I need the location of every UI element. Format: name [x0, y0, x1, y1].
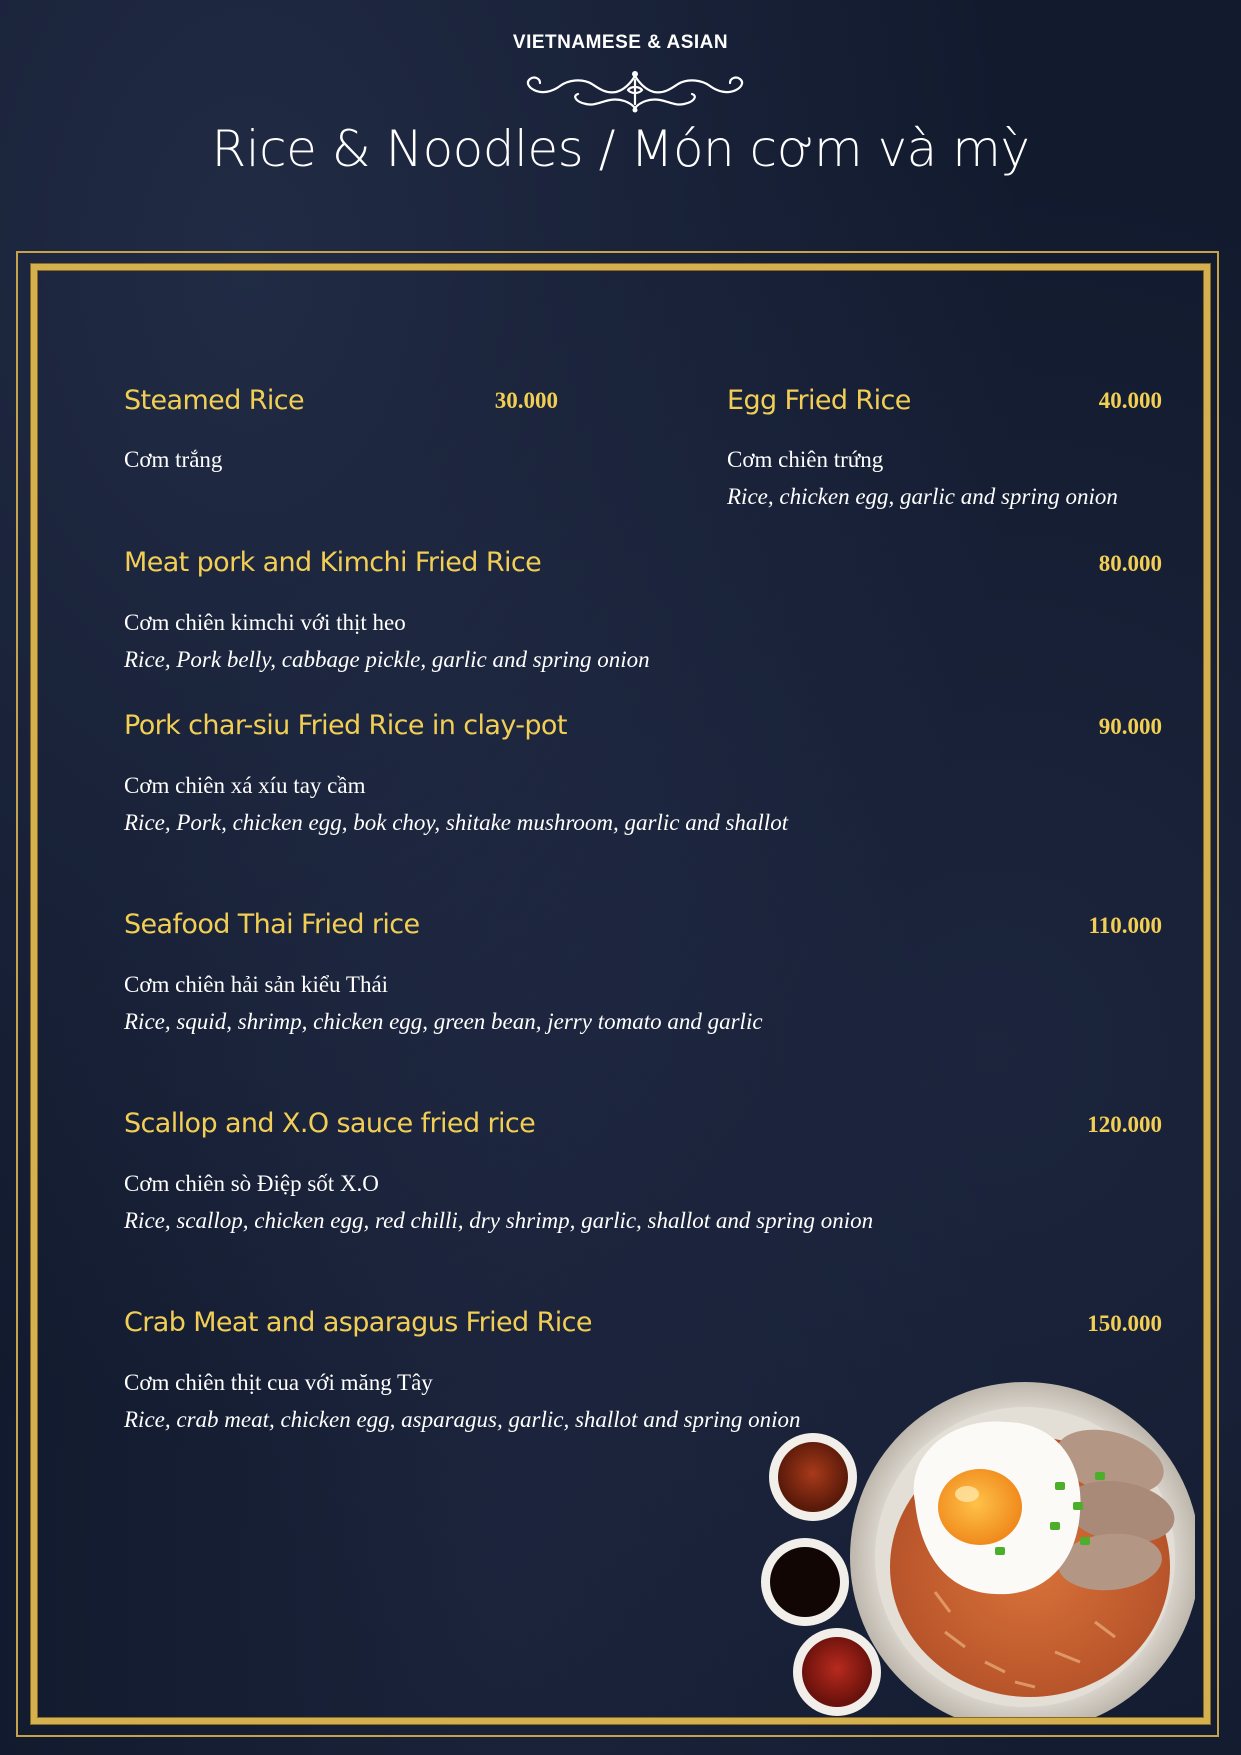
item-vietnamese-name: Cơm trắng	[124, 447, 223, 472]
item-name: Meat pork and Kimchi Fried Rice	[124, 547, 542, 578]
item-description: Rice, Pork belly, cabbage pickle, garlic and spring onion	[124, 647, 650, 672]
item-description: Rice, chicken egg, garlic and spring onion	[727, 484, 1118, 509]
item-price: 120.000	[1087, 1112, 1162, 1137]
item-description: Rice, crab meat, chicken egg, asparagus, garlic, shallot and spring onion	[124, 1407, 801, 1432]
page-title: Rice & Noodles / Món cơm và mỳ	[211, 120, 1030, 178]
item-price: 80.000	[1098, 551, 1162, 576]
item-price: 90.000	[1098, 714, 1162, 739]
item-vietnamese-name: Cơm chiên hải sản kiểu Thái	[124, 972, 389, 997]
item-name: Crab Meat and asparagus Fried Rice	[124, 1307, 592, 1338]
item-price: 110.000	[1088, 913, 1162, 938]
menu-category: VIETNAMESE & ASIAN	[512, 32, 729, 53]
fried-rice-photo	[755, 1372, 1195, 1717]
item-description: Rice, Pork, chicken egg, bok choy, shitake mushroom, garlic and shallot	[124, 810, 789, 835]
item-vietnamese-name: Cơm chiên thịt cua với măng Tây	[124, 1370, 433, 1395]
flourish-ornament	[520, 68, 750, 114]
item-description: Rice, squid, shrimp, chicken egg, green bean, jerry tomato and garlic	[124, 1009, 763, 1034]
item-vietnamese-name: Cơm chiên kimchi với thịt heo	[124, 610, 406, 635]
item-price: 40.000	[1098, 388, 1162, 413]
item-vietnamese-name: Cơm chiên xá xíu tay cầm	[124, 773, 366, 798]
item-name: Egg Fried Rice	[727, 385, 911, 416]
item-name: Steamed Rice	[124, 385, 305, 416]
item-name: Pork char-siu Fried Rice in clay-pot	[124, 710, 567, 741]
item-price: 150.000	[1087, 1311, 1162, 1336]
item-price: 30.000	[494, 388, 558, 413]
item-vietnamese-name: Cơm chiên sò Điệp sốt X.O	[124, 1171, 379, 1196]
item-vietnamese-name: Cơm chiên trứng	[727, 447, 884, 472]
item-description: Rice, scallop, chicken egg, red chilli, dry shrimp, garlic, shallot and spring onion	[124, 1208, 874, 1233]
item-name: Scallop and X.O sauce fried rice	[124, 1108, 536, 1139]
item-name: Seafood Thai Fried rice	[124, 909, 420, 940]
